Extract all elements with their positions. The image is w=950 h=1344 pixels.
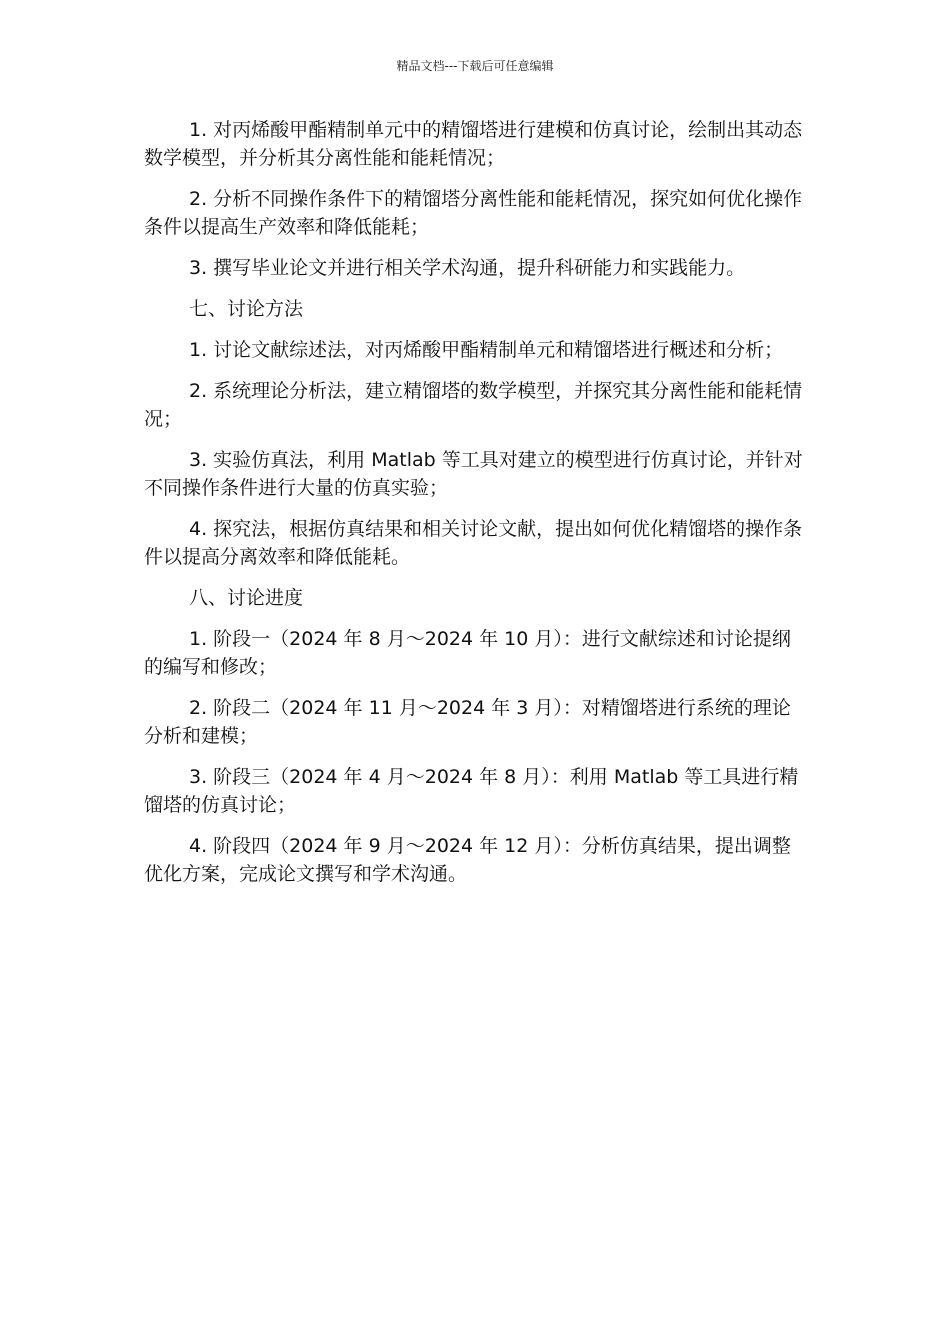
paragraph-method-1: 1. 讨论文献综述法，对丙烯酸甲酯精制单元和精馏塔进行概述和分析； — [189, 339, 784, 361]
paragraph-objective-3: 3. 撰写毕业论文并进行相关学术沟通，提升科研能力和实践能力。 — [189, 257, 746, 279]
paragraph-objective-1: 1. 对丙烯酸甲酯精制单元中的精馏塔进行建模和仿真讨论，绘制出其动态数学模型，并分析其分离性能和能耗情况； — [144, 119, 803, 169]
paragraph-method-4: 4. 探究法，根据仿真结果和相关讨论文献，提出如何优化精馏塔的操作条件以提高分离效率和降低能耗。 — [144, 518, 803, 568]
section-heading-schedule: 八、讨论进度 — [189, 587, 304, 609]
paragraph-method-2: 2. 系统理论分析法，建立精馏塔的数学模型，并探究其分离性能和能耗情况； — [144, 380, 803, 430]
section-heading-methods: 七、讨论方法 — [189, 298, 304, 320]
paragraph-objective-2: 2. 分析不同操作条件下的精馏塔分离性能和能耗情况，探究如何优化操作条件以提高生产效率和降低能耗； — [144, 188, 803, 238]
paragraph-stage-3: 3. 阶段三（2024 年 4 月～2024 年 8 月）：利用 Matlab 等工具进行精馏塔的仿真讨论； — [144, 766, 799, 816]
page-header: 精品文档---下载后可任意编辑 — [396, 59, 554, 73]
document-body — [144, 116, 806, 901]
paragraph-stage-2: 2. 阶段二（2024 年 11 月～2024 年 3 月）：对精馏塔进行系统的理论分析和建模； — [144, 697, 791, 747]
paragraph-method-3: 3. 实验仿真法，利用 Matlab 等工具对建立的模型进行仿真讨论，并针对不同操作条件进行大量的仿真实验； — [144, 449, 803, 499]
paragraph-stage-4: 4. 阶段四（2024 年 9 月～2024 年 12 月）：分析仿真结果，提出调整优化方案，完成论文撰写和学术沟通。 — [144, 835, 791, 885]
paragraph-stage-1: 1. 阶段一（2024 年 8 月～2024 年 10 月）：进行文献综述和讨论提纲的编写和修改； — [144, 628, 791, 678]
